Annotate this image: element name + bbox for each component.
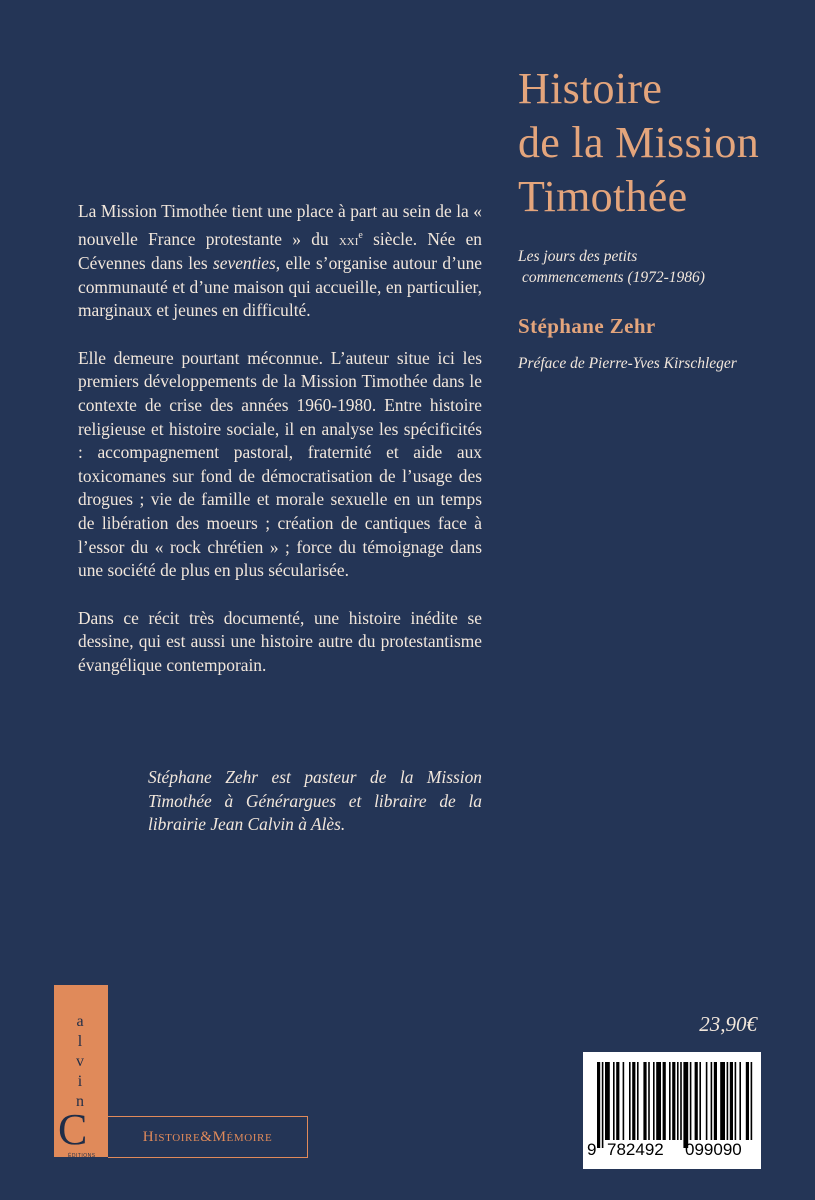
author-bio: Stéphane Zehr est pasteur de la Mission Timothée à Générargues et libraire de la librairie Jean Calvin à Alès. (148, 767, 482, 835)
book-subtitle (518, 246, 705, 288)
barcode-bar (727, 1062, 729, 1140)
barcode-bar (690, 1062, 692, 1140)
isbn-prefix: 9 (587, 1140, 597, 1159)
isbn-barcode (583, 1052, 761, 1169)
barcode-bar (597, 1062, 600, 1148)
author-name: Stéphane Zehr (518, 314, 656, 338)
barcode-bar (751, 1062, 753, 1140)
title-line-2: de la Mission (518, 118, 760, 167)
barcode-bar (711, 1062, 713, 1140)
barcode-bar (648, 1062, 650, 1140)
isbn-left-group: 782492 (607, 1140, 664, 1159)
publisher-initial: C (58, 1105, 88, 1154)
barcode-bar (623, 1062, 625, 1140)
blurb-paragraph-1: La Mission Timothée tient une place à part au sein de la « nouvelle France protestante » du xxi$^e$ siècle. Née en Cévennes dans les seventies, elle s’organise autour d’une communauté et d’une maison qui accueille, en particulier, marginaux et jeunes en difficulté. (78, 201, 482, 321)
barcode-bar (714, 1062, 717, 1140)
isbn-right-group: 099090 (685, 1140, 742, 1159)
barcode-bar (720, 1062, 725, 1140)
subtitle-line-2: commencements (1972-1986) (522, 269, 705, 286)
barcode-bar (669, 1062, 671, 1140)
barcode-bar (616, 1062, 619, 1140)
title-line-3: Timothée (518, 172, 688, 221)
barcode-bar (695, 1062, 698, 1140)
barcode-bar (706, 1062, 708, 1140)
barcode-bar (613, 1062, 615, 1140)
barcode-bar (629, 1062, 631, 1140)
price-label: 23,90€ (699, 1012, 757, 1036)
barcode-bar (672, 1062, 675, 1140)
barcode-bar (683, 1062, 688, 1148)
title-line-1: Histoire (518, 64, 663, 113)
barcode-bar (746, 1062, 749, 1140)
barcode-bar (632, 1062, 635, 1140)
barcode-bar (605, 1062, 610, 1140)
blurb-paragraph-3: Dans ce récit très documenté, une histoire inédite se dessine, qui est aussi une histoire autre du protestantisme évangélique contemporain. (78, 607, 482, 675)
barcode-bar (735, 1062, 737, 1140)
subtitle-line-1: Les jours des petits (518, 248, 638, 265)
barcode-bar (739, 1062, 741, 1140)
blurb-paragraph-2: Elle demeure pourtant méconnue. L’auteur situe ici les premiers développements de la Mission Timothée dans le contexte de crise des années 1960-1980. Entre histoire religieuse et histoire sociale, il en analyse les spécificités : accompagnement pastoral, fraternité et aide aux toxicomanes sur fond de démocratisation de l’usage des drogues ; vie de famille et morale sexuelle en un temps de libération des moeurs ; création de cantiques face à l’essor du « rock chrétien » ; force du témoignage dans une société de plus en plus sécularisée. (78, 347, 482, 581)
barcode-bar (656, 1062, 661, 1140)
barcode-bar (730, 1062, 733, 1140)
isbn-number (583, 1140, 761, 1162)
preface-credit: Préface de Pierre-Yves Kirschleger (518, 355, 737, 372)
barcode-bar (602, 1062, 604, 1148)
barcode-bar (643, 1062, 646, 1140)
collection-label: Histoire&Mémoire (108, 1116, 308, 1158)
publisher-name-vertical: a l v i n (76, 1013, 84, 1110)
barcode-bar (637, 1062, 639, 1140)
barcode-bar (699, 1062, 701, 1140)
barcode-bar (677, 1062, 679, 1140)
barcode-bar (680, 1062, 682, 1140)
barcode-bar (653, 1062, 655, 1140)
back-cover-blurb (78, 200, 482, 701)
barcode-bar (663, 1062, 666, 1140)
publisher-editions-label: ÉDITIONS (68, 1153, 96, 1159)
book-title (518, 62, 759, 224)
